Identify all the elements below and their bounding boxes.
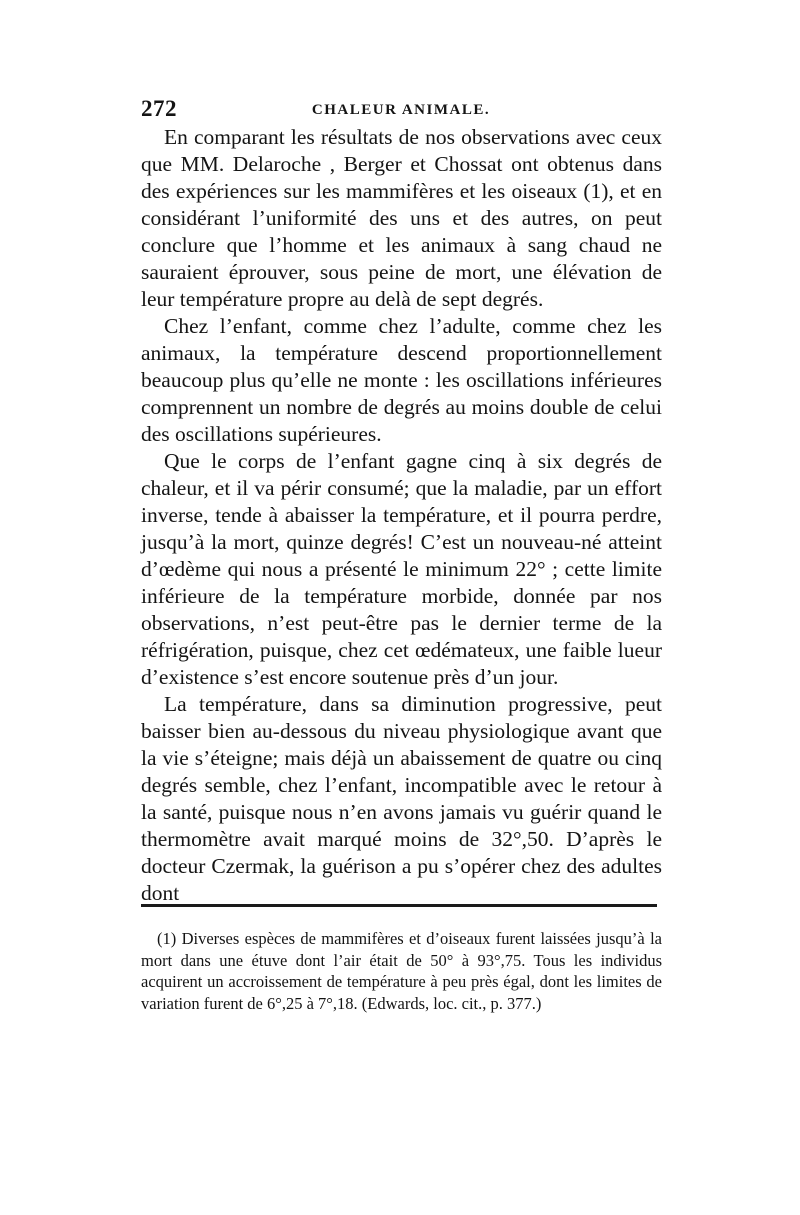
footnote: (1) Diverses espèces de mammifères et d’oiseaux furent laissées jusqu’à la mort dans une étuve dont l’air était de 50° à 93°,75. Tous les individus acquirent un accroissement de température à peu près égal, dont les limites de variation furent de 6°,25 à 7°,18. (Edwards, loc. cit., p. 377.) <box>141 929 662 1013</box>
paragraph-1: En comparant les résultats de nos observations avec ceux que MM. Delaroche , Berger et Chossat ont obtenus dans des expériences sur les mammifères et les oiseaux (1), et en considérant l’uniformité des uns et des autres, on peut conclure que l’homme et les animaux à sang chaud ne sauraient éprouver, sous peine de mort, une élévation de leur température propre au delà de sept degrés. <box>141 125 662 311</box>
paragraph-3: Que le corps de l’enfant gagne cinq à six degrés de chaleur, et il va périr consumé; que la maladie, par un effort inverse, tende à abaisser la température, et il pourra perdre, jusqu’à la mort, quinze degrés! C’est un nouveau-né atteint d’œdème qui nous a présenté le minimum 22° ; cette limite inférieure de la température morbide, donnée par nos observations, n’est peut-être pas le dernier terme de la réfrigération, puisque, chez cet œdémateux, une faible lueur d’existence s’est encore soutenue près d’un jour. <box>141 449 662 689</box>
page-number: 272 <box>141 96 177 121</box>
page-header <box>141 96 661 126</box>
running-title: CHALEUR ANIMALE. <box>311 102 491 118</box>
paragraph-2: Chez l’enfant, comme chez l’adulte, comme chez les animaux, la température descend proportionnellement beaucoup plus qu’elle ne monte : les oscillations inférieures comprennent un nombre de degrés au moins double de celui des oscillations supérieures. <box>141 314 662 446</box>
footnote-divider <box>141 904 657 907</box>
body-text <box>141 124 662 907</box>
paragraph-4: La température, dans sa diminution progressive, peut baisser bien au-dessous du niveau physiologique avant que la vie s’éteigne; mais déjà un abaissement de quatre ou cinq degrés semble, chez l’enfant, incompatible avec le retour à la santé, puisque nous n’en avons jamais vu guérir quand le thermomètre avait marqué moins de 32°,50. D’après le docteur Czermak, la guérison a pu s’opérer chez des adultes dont <box>141 692 662 905</box>
